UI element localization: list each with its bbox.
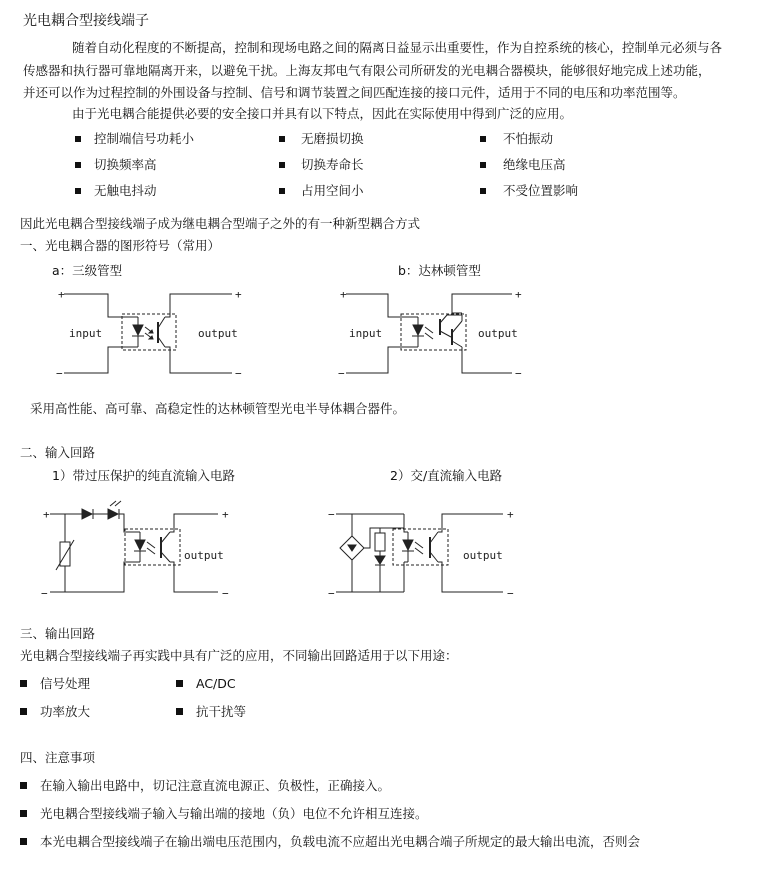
output-use-item: AC/DC <box>196 676 236 691</box>
section1-note: 采用高性能、高可靠、高稳定性的达林顿管型光电半导体耦合器件。 <box>30 401 406 416</box>
plus-sign: + <box>222 508 229 521</box>
minus-sign: − <box>338 367 345 380</box>
feature-item: 不受位置影响 <box>503 183 579 198</box>
output-label: output <box>184 549 224 562</box>
intro-line-2: 传感器和执行器可靠地隔离开来，以避免干扰。上海友邦电气有限公司所研发的光电耦合器模块，能够很好地完成上述功能， <box>23 63 711 78</box>
bullet-icon <box>20 708 27 715</box>
output-label: output <box>463 549 503 562</box>
minus-sign: − <box>515 367 522 380</box>
plus-sign: + <box>507 508 514 521</box>
bullet-icon <box>176 708 183 715</box>
bullet-icon <box>75 136 81 142</box>
bullet-icon <box>279 136 285 142</box>
circuit-2-label: 2）交/直流输入电路 <box>390 468 503 483</box>
bullet-icon <box>480 162 486 168</box>
bullet-icon <box>75 162 81 168</box>
output-label: output <box>478 327 518 340</box>
circuit-1-label: 1）带过压保护的纯直流输入电路 <box>52 468 235 483</box>
output-use-item: 功率放大 <box>40 704 91 719</box>
bullet-icon <box>480 136 486 142</box>
feature-item: 不怕振动 <box>503 131 554 146</box>
page-title: 光电耦合型接线端子 <box>23 13 149 29</box>
plus-sign: + <box>235 288 242 301</box>
minus-sign: − <box>235 367 242 380</box>
minus-sign: − <box>222 587 229 600</box>
bullet-icon <box>279 162 285 168</box>
plus-sign: + <box>43 508 50 521</box>
minus-sign: − <box>56 367 63 380</box>
plus-sign: + <box>340 288 347 301</box>
plus-sign: + <box>515 288 522 301</box>
intro-line-1: 随着自动化程度的不断提高，控制和现场电路之间的隔离日益显示出重要性，作为自控系统的核心，控制单元必须与各 <box>72 40 723 55</box>
feature-item: 占用空间小 <box>301 183 364 198</box>
output-use-item: 信号处理 <box>40 676 91 691</box>
bullet-icon <box>75 188 81 194</box>
minus-sign: − <box>328 508 335 521</box>
output-use-item: 抗干扰等 <box>196 704 247 719</box>
intro-line-3: 并还可以作为过程控制的外围设备与控制、信号和调节装置之间匹配连接的接口元件，适用于不同的电压和功率范围等。 <box>23 85 686 100</box>
feature-item: 控制端信号功耗小 <box>94 131 195 146</box>
input-label: input <box>69 327 103 340</box>
diagram-b-label: b：达林顿管型 <box>398 263 481 278</box>
minus-sign: − <box>41 587 48 600</box>
bullet-icon <box>20 810 27 817</box>
bullet-icon <box>176 680 183 687</box>
input-label: input <box>349 327 383 340</box>
summary-text: 因此光电耦合型接线端子成为继电耦合型端子之外的有一种新型耦合方式 <box>20 216 421 231</box>
bullet-icon <box>20 680 27 687</box>
optocoupler-darlington-diagram <box>0 285 530 385</box>
output-label: output <box>198 327 238 340</box>
section3-description: 光电耦合型接线端子再实践中具有广泛的应用，不同输出回路适用于以下用途： <box>20 648 458 663</box>
feature-item: 切换频率高 <box>94 157 157 172</box>
feature-item: 绝缘电压高 <box>503 157 566 172</box>
notice-item: 光电耦合型接线端子输入与输出端的接地（负）电位不允许相互连接。 <box>40 806 428 821</box>
plus-sign: + <box>58 288 65 301</box>
ac-dc-input-circuit-diagram <box>0 500 530 600</box>
bullet-icon <box>279 188 285 194</box>
minus-sign: − <box>328 587 335 600</box>
section1-heading: 一、光电耦合器的图形符号（常用） <box>20 238 221 253</box>
section3-heading: 三、输出回路 <box>20 626 96 641</box>
feature-item: 无磨损切换 <box>301 131 364 146</box>
feature-item: 无触电抖动 <box>94 183 157 198</box>
notice-item: 在输入输出电路中，切记注意直流电源正、负极性，正确接入。 <box>40 778 391 793</box>
bullet-icon <box>20 838 27 845</box>
minus-sign: − <box>507 587 514 600</box>
section2-heading: 二、输入回路 <box>20 445 96 460</box>
diagram-a-label: a：三级管型 <box>52 263 123 278</box>
feature-item: 切换寿命长 <box>301 157 364 172</box>
bullet-icon <box>20 782 27 789</box>
intro-line-4: 由于光电耦合能提供必要的安全接口并具有以下特点，因此在实际使用中得到广泛的应用。 <box>72 106 573 121</box>
notice-item: 本光电耦合型接线端子在输出端电压范围内，负载电流不应超出光电耦合端子所规定的最大输出电流，否则会 <box>40 834 641 849</box>
bullet-icon <box>480 188 486 194</box>
section4-heading: 四、注意事项 <box>20 750 96 765</box>
